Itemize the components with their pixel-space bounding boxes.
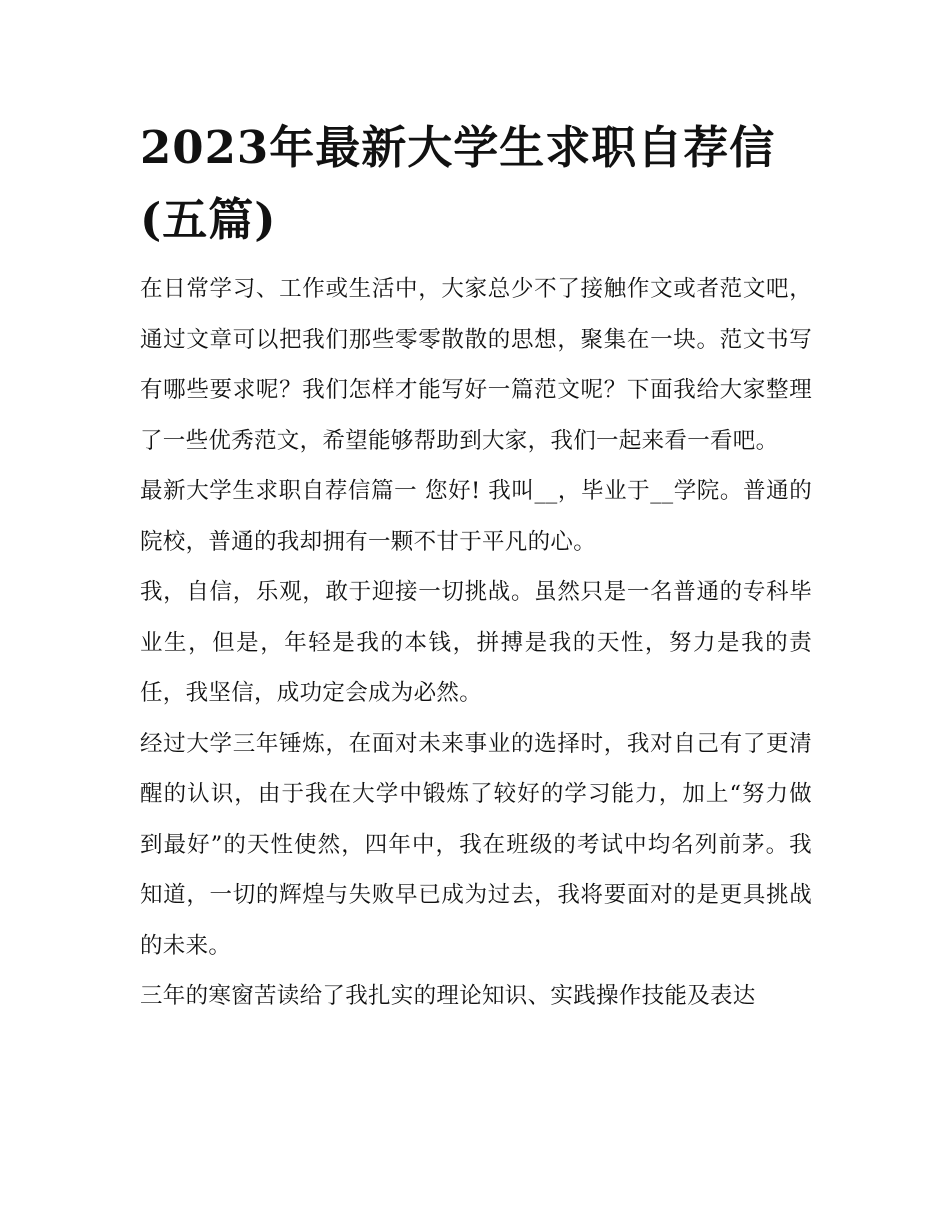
paragraph-intro: 在日常学习、工作或生活中，大家总少不了接触作文或者范文吧，通过文章可以把我们那些零零散散的思想，聚集在一块。范文书写有哪些要求呢？我们怎样才能写好一篇范文呢？下面我给大家整理了一些优秀范文，希望能够帮助到大家，我们一起来看一看吧。 — [140, 276, 812, 454]
paragraph-experience: 经过大学三年锤炼，在面对未来事业的选择时，我对自己有了更清醒的认识，由于我在大学中锻炼了较好的学习能力，加上“努力做到最好”的天性使然，四年中，我在班级的考试中均名列前茅。我知道，一切的辉煌与失败早已成为过去，我将要面对的是更具挑战的未来。 — [140, 730, 812, 959]
paragraph-skills: 三年的寒窗苦读给了我扎实的理论知识、实践操作技能及表达 — [140, 983, 756, 1009]
document-body — [140, 112, 812, 1022]
paragraph-greeting: 最新大学生求职自荐信篇一 您好! 我叫__，毕业于__学院。普通的院校，普通的我却拥有一颗不甘于平凡的心。 — [140, 478, 812, 555]
paragraph-confidence: 我，自信，乐观，敢于迎接一切挑战。虽然只是一名普通的专科毕业生，但是，年轻是我的本钱，拼搏是我的天性，努力是我的责任，我坚信，成功定会成为必然。 — [140, 579, 812, 706]
document-title: 2023年最新大学生求职自荐信(五篇) — [140, 121, 776, 246]
